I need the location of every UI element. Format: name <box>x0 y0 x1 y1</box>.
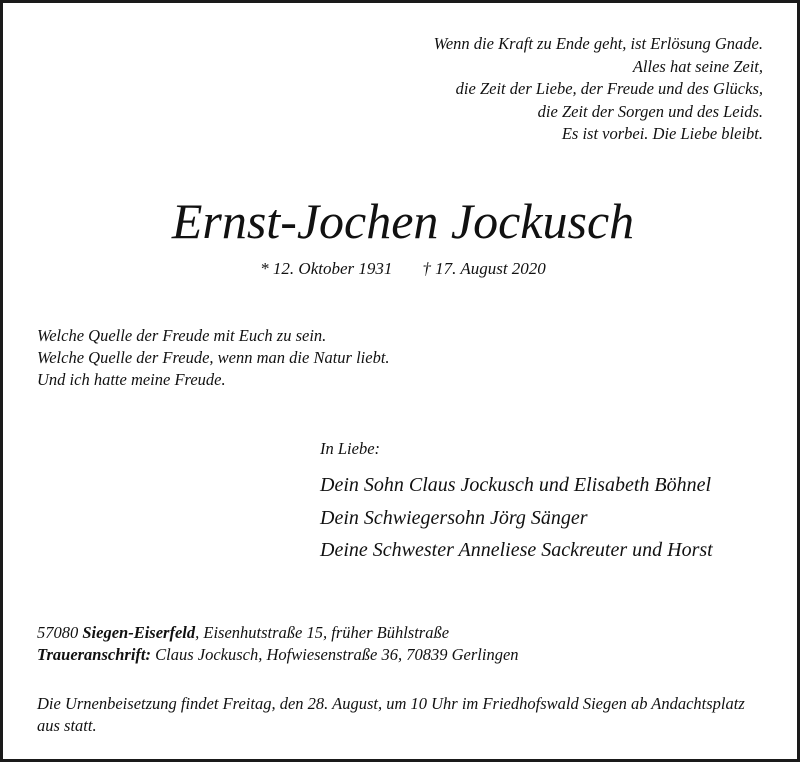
life-dates <box>3 257 800 281</box>
home-address <box>37 622 519 644</box>
burial-note: Die Urnenbeisetzung findet Freitag, den 28. August, um 10 Uhr im Friedhofswald Siegen ab Andachtsplatz aus statt. <box>37 694 745 735</box>
poem-line: Wenn die Kraft zu Ende geht, ist Erlösung Gnade. <box>433 34 763 53</box>
mourner-entry: Dein Sohn Claus Jockusch und Elisabeth Böhnel <box>320 474 712 496</box>
quote-line: Welche Quelle der Freude mit Euch zu sein. <box>37 326 327 345</box>
mourners-list <box>320 469 713 567</box>
quote-line: Welche Quelle der Freude, wenn man die Natur liebt. <box>37 348 390 367</box>
street: , Eisenhutstraße 15, früher Bühlstraße <box>195 623 450 642</box>
death-date: † 17. August 2020 <box>422 259 546 278</box>
poem-line: Alles hat seine Zeit, <box>632 56 763 76</box>
mourning-address-label: Traueranschrift: <box>37 645 151 664</box>
mourner-entry: Dein Schwiegersohn Jörg Sänger <box>320 506 588 529</box>
poem-line: Es ist vorbei. Die Liebe bleibt. <box>561 124 763 143</box>
opening-poem <box>434 33 763 146</box>
birth-date: * 12. Oktober 1931 <box>260 259 393 278</box>
mourning-address-value: Claus Jockusch, Hofwiesenstraße 36, 70839 Gerlingen <box>151 645 519 664</box>
city: Siegen-Eiserfeld <box>82 623 196 642</box>
mourner-entry: Deine Schwester Anneliese Sackreuter und Horst <box>320 539 713 561</box>
poem-line: die Zeit der Sorgen und des Leids. <box>537 101 763 121</box>
poem-line: die Zeit der Liebe, der Freude und des Glücks, <box>455 79 763 98</box>
deceased-name: Ernst-Jochen Jockusch <box>171 193 635 249</box>
address-block <box>37 622 519 666</box>
mourning-address <box>37 644 519 666</box>
quote-line: Und ich hatte meine Freude. <box>37 370 226 389</box>
mourners-intro: In Liebe: <box>320 439 381 458</box>
memorial-quote <box>37 325 390 391</box>
postcode: 57080 <box>37 623 79 642</box>
